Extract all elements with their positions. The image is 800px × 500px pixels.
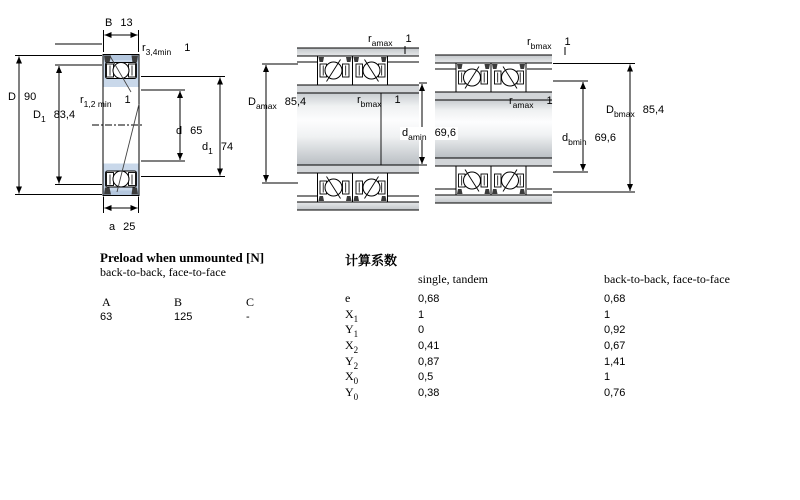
dim-label-B: B 13 bbox=[105, 17, 133, 29]
factors-table-title: 计算系数 bbox=[345, 253, 398, 268]
dim-label-r-amax-mid: $r_{amax}$ 1 bbox=[509, 95, 553, 110]
dim-label-D-bmax: $D_{bmax}$ 85,4 bbox=[606, 104, 665, 119]
factors-col1-header: single, tandem bbox=[418, 272, 488, 286]
dim-label-D-amax: $D_{amax}$ 85,4 bbox=[248, 96, 307, 111]
factors-row-X2: $X_2$ 0,41 0,67 bbox=[345, 338, 626, 355]
preload-col-C: C bbox=[246, 295, 255, 309]
dim-label-r12min: $r_{1,2 min}$ 1 bbox=[80, 94, 131, 109]
preload-value-C: - bbox=[246, 311, 250, 323]
factors-row-Y2: $Y_2$ 0,87 1,41 bbox=[345, 354, 626, 371]
preload-value-A: 63 bbox=[100, 311, 113, 323]
seal-top-right bbox=[132, 56, 139, 63]
preload-value-B: 125 bbox=[174, 311, 193, 323]
ball-bottom bbox=[113, 171, 129, 187]
preload-table-subtitle: back-to-back, face-to-face bbox=[100, 265, 226, 279]
factors-row-X0: $X_0$ 0,5 1 bbox=[345, 369, 611, 386]
factors-row-e: e 0,68 0,68 bbox=[345, 291, 626, 305]
bearing-pair-top bbox=[456, 63, 526, 92]
face-to-face-dimension-lines bbox=[553, 47, 635, 192]
preload-table-title: Preload when unmounted [N] bbox=[100, 250, 265, 265]
single-bearing-cross-section bbox=[92, 55, 142, 196]
factors-col2-header: back-to-back, face-to-face bbox=[604, 272, 730, 286]
factors-row-X1: $X_1$ 1 1 bbox=[345, 307, 611, 324]
dim-label-d: d 65 bbox=[176, 125, 203, 137]
dim-label-d-bmin: $d_{bmin}$ 69,6 bbox=[562, 132, 616, 147]
bearing-pair-bottom bbox=[456, 166, 526, 195]
dim-label-r-bmax-top: $r_{bmax}$ 1 bbox=[527, 36, 571, 51]
factors-row-Y0: $Y_0$ 0,38 0,76 bbox=[345, 385, 626, 402]
preload-col-A: A bbox=[102, 295, 111, 309]
dim-label-a: a 25 bbox=[109, 221, 136, 233]
arrangement-face-to-face bbox=[435, 47, 635, 203]
dim-label-d1: $d_1$ 74 bbox=[202, 141, 234, 156]
dim-label-r34min: $r_{3,4min}$ 1 bbox=[142, 42, 191, 57]
dim-label-r-bmax: $r_{bmax}$ 1 bbox=[357, 94, 401, 109]
bearing-pair-top bbox=[318, 56, 388, 85]
preload-col-B: B bbox=[174, 295, 183, 309]
bearing-pair-bottom bbox=[318, 173, 388, 202]
dim-label-d-amin: $d_{amin}$ 69,6 bbox=[402, 127, 456, 142]
factors-row-Y1: $Y_1$ 0 0,92 bbox=[345, 322, 626, 339]
dim-label-D1: $D_1$ 83,4 bbox=[33, 109, 76, 124]
dim-label-r-amax-top: $r_{amax}$ 1 bbox=[368, 33, 412, 48]
seal-bottom-right bbox=[132, 188, 139, 195]
dim-label-D: D 90 bbox=[8, 91, 37, 103]
